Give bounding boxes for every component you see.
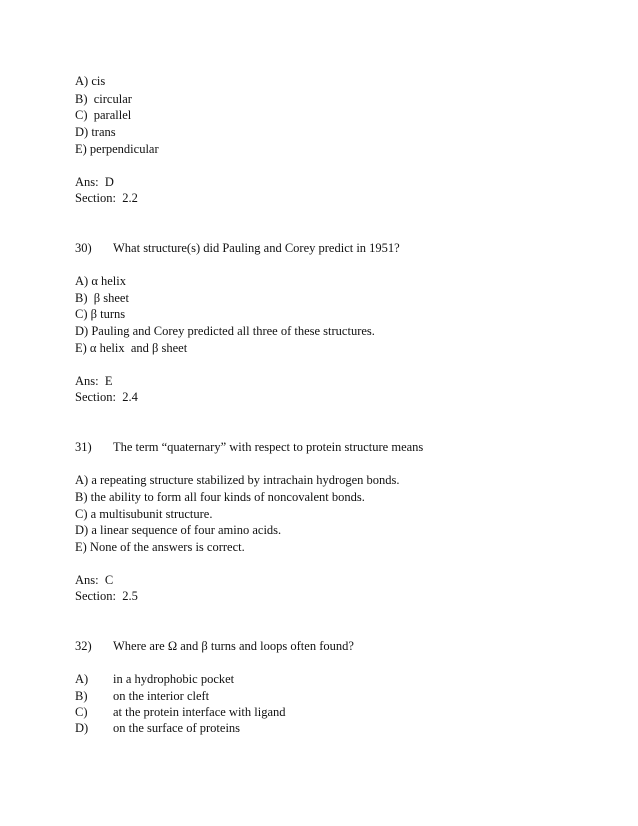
q32-option-b-text: on the interior cleft	[113, 689, 210, 703]
q29-option-a: A) cis	[75, 74, 106, 88]
q29-answer: Ans: D	[75, 175, 114, 189]
q30-section: Section: 2.4	[75, 390, 138, 404]
q30-option-b: B) β sheet	[75, 291, 129, 305]
q29-option-d: D) trans	[75, 125, 116, 139]
q32-option-b-letter: B)	[75, 689, 88, 703]
q30-number: 30)	[75, 241, 92, 255]
q31-option-e: E) None of the answers is correct.	[75, 540, 245, 554]
q31-answer: Ans: C	[75, 573, 114, 587]
q30-option-a: A) α helix	[75, 274, 126, 288]
q29-option-e: E) perpendicular	[75, 142, 159, 156]
q30-option-e: E) α helix and β sheet	[75, 341, 188, 355]
q32-question-text: Where are Ω and β turns and loops often found?	[113, 639, 354, 653]
q31-option-d: D) a linear sequence of four amino acids.	[75, 523, 282, 537]
q31-section: Section: 2.5	[75, 589, 138, 603]
q31-number: 31)	[75, 440, 92, 454]
q31-option-a: A) a repeating structure stabilized by intrachain hydrogen bonds.	[75, 473, 400, 487]
q29-option-b: B) circular	[75, 92, 132, 106]
q30-question-text: What structure(s) did Pauling and Corey predict in 1951?	[113, 241, 400, 255]
q30-option-c: C) β turns	[75, 307, 126, 321]
q32-option-c-letter: C)	[75, 705, 88, 719]
q30-answer: Ans: E	[75, 374, 113, 388]
q30-option-d: D) Pauling and Corey predicted all three of these structures.	[75, 324, 375, 338]
q32-option-a-letter: A)	[75, 672, 89, 686]
q32-option-c-text: at the protein interface with ligand	[113, 705, 286, 719]
q32-number: 32)	[75, 639, 92, 653]
q31-option-b: B) the ability to form all four kinds of noncovalent bonds.	[75, 490, 365, 504]
q31-question-text: The term “quaternary” with respect to protein structure means	[113, 440, 424, 454]
q32-option-a-text: in a hydrophobic pocket	[113, 672, 235, 686]
q32-option-d-text: on the surface of proteins	[113, 721, 241, 735]
q29-option-c: C) parallel	[75, 108, 132, 122]
q31-option-c: C) a multisubunit structure.	[75, 507, 213, 521]
q29-section: Section: 2.2	[75, 191, 138, 205]
q32-option-d-letter: D)	[75, 721, 89, 735]
